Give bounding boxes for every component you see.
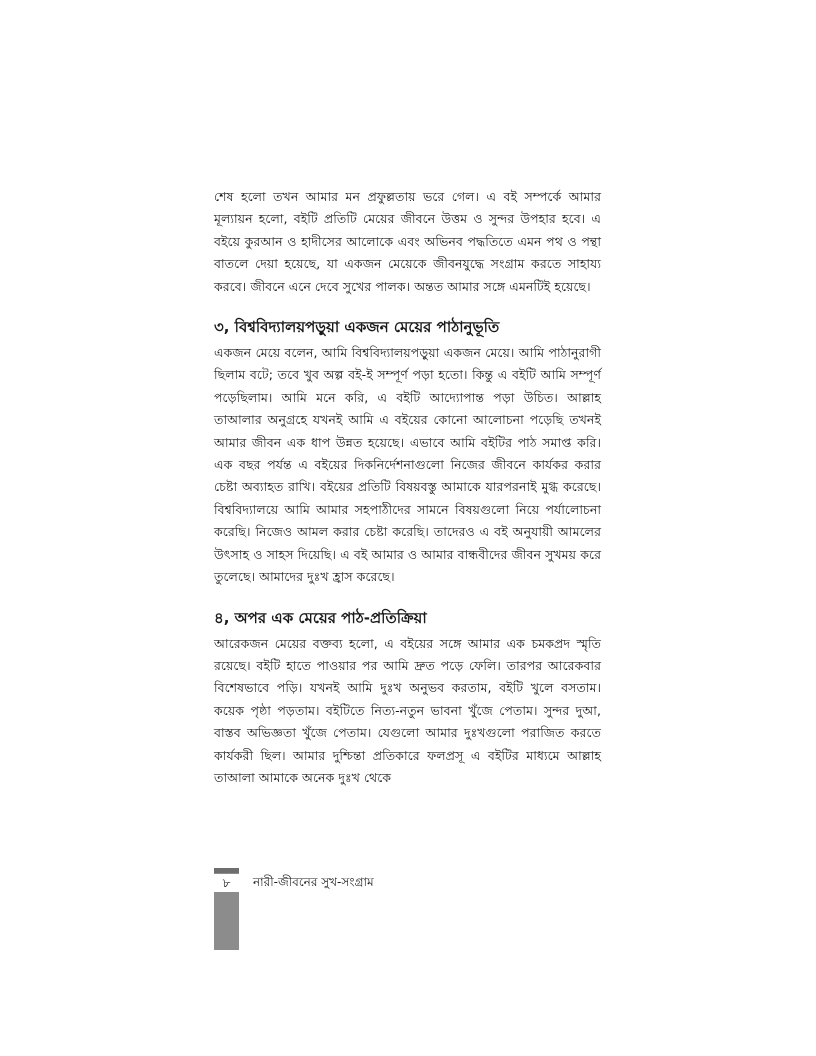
page-number: ৮ xyxy=(214,874,239,892)
section-heading-4: ৪, অপর এক মেয়ের পাঠ-প্রতিক্রিয়া xyxy=(214,608,427,627)
book-title: নারী-জীবনের সুখ-সংগ্রাম xyxy=(253,875,374,889)
page-content xyxy=(214,186,601,789)
page-tab-cap xyxy=(214,868,239,873)
page-footer xyxy=(214,868,601,952)
section-heading-3: ৩, বিশ্ববিদ্যালয়পড়ুয়া একজন মেয়ের পাঠানুভূতি xyxy=(214,318,500,337)
section-body-4: আরেকজন মেয়ের বক্তব্য হলো, এ বইয়ের সঙ্গে আমার এক চমকপ্রদ স্মৃতি রয়েছে। বইটি হাতে পাওয়ার পর আমি দ্রুত পড়ে ফেলি। তারপর আরেকবার বিশেষভাবে পড়ি। যখনই আমি দুঃখ অনুভব করতাম, বইটি খুলে বসতাম। কয়েক পৃষ্ঠা পড়তাম। বইটিতে নিত্য-নতুন ভাবনা খুঁজে পেতাম। সুন্দর দুআ, বাস্তব অভিজ্ঞতা খুঁজে পেতাম। যেগুলো আমার দুঃখগুলো পরাজিত করতে কার্যকরী ছিল। আমার দুশ্চিন্তা প্রতিকারে ফলপ্রসূ এ বইটির মাধ্যমে আল্লাহ তাআলা আমাকে অনেক দুঃখ থেকে xyxy=(214,635,601,785)
intro-paragraph: শেষ হলো তখন আমার মন প্রফুল্লতায় ভরে গেল। এ বই সম্পর্কে আমার মূল্যায়ন হলো, বইটি প্রতিটি মেয়ের জীবনে উত্তম ও সুন্দর উপহার হবে। এ বইয়ে কুরআন ও হাদীসের আলোকে এবং অভিনব পদ্ধতিতে এমন পথ ও পন্থা বাতলে দেয়া হয়েছে, যা একজন মেয়েকে জীবনযুদ্ধে সংগ্রাম করতে সাহায্য করবে। জীবনে এনে দেবে সুখের পালক। অন্তত আমার সঙ্গে এমনটিই হয়েছে। xyxy=(214,189,601,294)
section-body-3: একজন মেয়ে বলেন, আমি বিশ্ববিদ্যালয়পড়ুয়া একজন মেয়ে। আমি পাঠানুরাগী ছিলাম বটে; তবে খুব অল্প বই-ই সম্পূর্ণ পড়া হতো। কিন্তু এ বইটি আমি সম্পূর্ণ পড়েছিলাম। আমি মনে করি, এ বইটি আদ্যোপান্ত পড়া উচিত। আল্লাহ তাআলার অনুগ্রহে যখনই আমি এ বইয়ের কোনো আলোচনা পড়েছি তখনই আমার জীবন এক ধাপ উন্নত হয়েছে। এভাবে আমি বইটির পাঠ সমাপ্ত করি। এক বছর পর্যন্ত এ বইয়ের দিকনির্দেশনাগুলো নিজের জীবনে কার্যকর করার চেষ্টা অব্যাহত রাখি। বইয়ের প্রতিটি বিষয়বস্তু আমাকে যারপরনাই মুগ্ধ করেছে। বিশ্ববিদ্যালয়ে আমি আমার সহপাঠীদের সামনে বিষয়গুলো নিয়ে পর্যালোচনা করেছি। নিজেও আমল করার চেষ্টা করেছি। তাদেরও এ বই অনুযায়ী আমলের উৎসাহ ও সাহস দিয়েছি। এ বই আমার ও আমার বান্ধবীদের জীবন সুখময় করে তুলেছে। আমাদের দুঃখ হ্রাস করেছে। xyxy=(214,345,601,585)
